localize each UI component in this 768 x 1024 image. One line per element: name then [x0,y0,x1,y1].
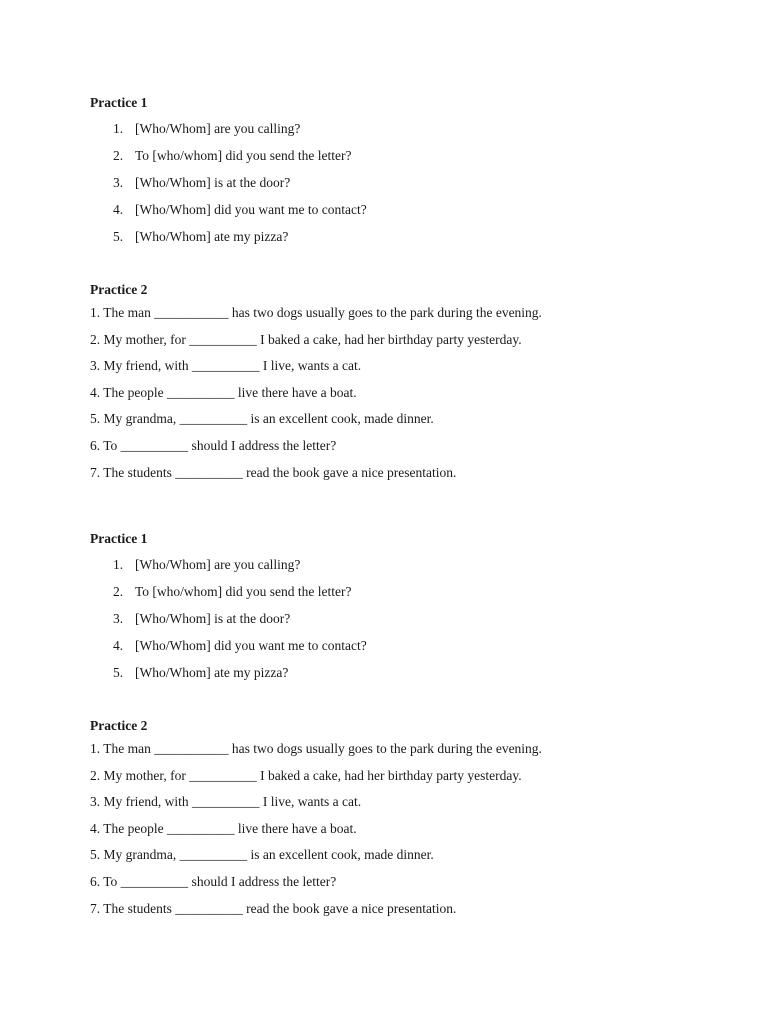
item-text: [Who/Whom] ate my pizza? [135,665,289,680]
item-number: 3. [113,611,124,626]
list-item [90,605,367,632]
list-item: 5. My grandma, __________ is an excellent cook, made dinner. [90,411,434,427]
item-number: 5. [113,665,124,680]
item-number: 5. [113,229,124,244]
item-number: 2. [113,584,124,599]
item-number: 1. [113,557,124,572]
list-item: 4. The people __________ live there have a boat. [90,384,357,400]
item-text: To [who/whom] did you send the letter? [135,148,352,163]
list-item [90,551,367,578]
list-item [90,196,367,223]
list-item: 6. To __________ should I address the letter? [90,873,337,889]
practice-2-section [90,281,542,486]
practice-2-title: Practice 2 [90,282,148,297]
list-item: 7. The students __________ read the book gave a nice presentation. [90,464,457,480]
item-number: 3. [113,175,124,190]
practice-1-title: Practice 1 [90,531,148,546]
item-text: [Who/Whom] are you calling? [135,121,301,136]
practice-1-list [90,115,367,250]
list-item [90,632,367,659]
list-item [90,578,367,605]
list-item [90,223,367,250]
list-item: 7. The students __________ read the book gave a nice presentation. [90,900,457,916]
list-item: 4. The people __________ live there have a boat. [90,820,357,836]
item-number: 4. [113,202,124,217]
item-text: [Who/Whom] did you want me to contact? [135,202,367,217]
list-item [90,659,367,686]
list-item: 2. My mother, for __________ I baked a cake, had her birthday party yesterday. [90,767,522,783]
list-item: 1. The man ___________ has two dogs usually goes to the park during the evening. [90,305,542,320]
item-text: To [who/whom] did you send the letter? [135,584,352,599]
practice-1-list [90,551,367,686]
practice-2-title: Practice 2 [90,718,148,733]
list-item: 5. My grandma, __________ is an excellent cook, made dinner. [90,847,434,863]
list-item: 3. My friend, with __________ I live, wants a cat. [90,358,362,374]
practice-2-list [90,736,542,922]
list-item [90,115,367,142]
practice-1-section [90,530,367,686]
list-item [90,142,367,169]
list-item: 1. The man ___________ has two dogs usually goes to the park during the evening. [90,741,542,756]
practice-1-title: Practice 1 [90,95,148,110]
item-text: [Who/Whom] did you want me to contact? [135,638,367,653]
item-number: 1. [113,121,124,136]
item-text: [Who/Whom] are you calling? [135,557,301,572]
item-text: [Who/Whom] is at the door? [135,611,291,626]
practice-2-section [90,717,542,922]
list-item: 6. To __________ should I address the letter? [90,437,337,453]
list-item: 2. My mother, for __________ I baked a cake, had her birthday party yesterday. [90,331,522,347]
item-number: 4. [113,638,124,653]
practice-2-list [90,300,542,486]
item-text: [Who/Whom] is at the door? [135,175,291,190]
practice-1-section [90,94,367,250]
list-item: 3. My friend, with __________ I live, wants a cat. [90,794,362,810]
list-item [90,169,367,196]
item-text: [Who/Whom] ate my pizza? [135,229,289,244]
item-number: 2. [113,148,124,163]
